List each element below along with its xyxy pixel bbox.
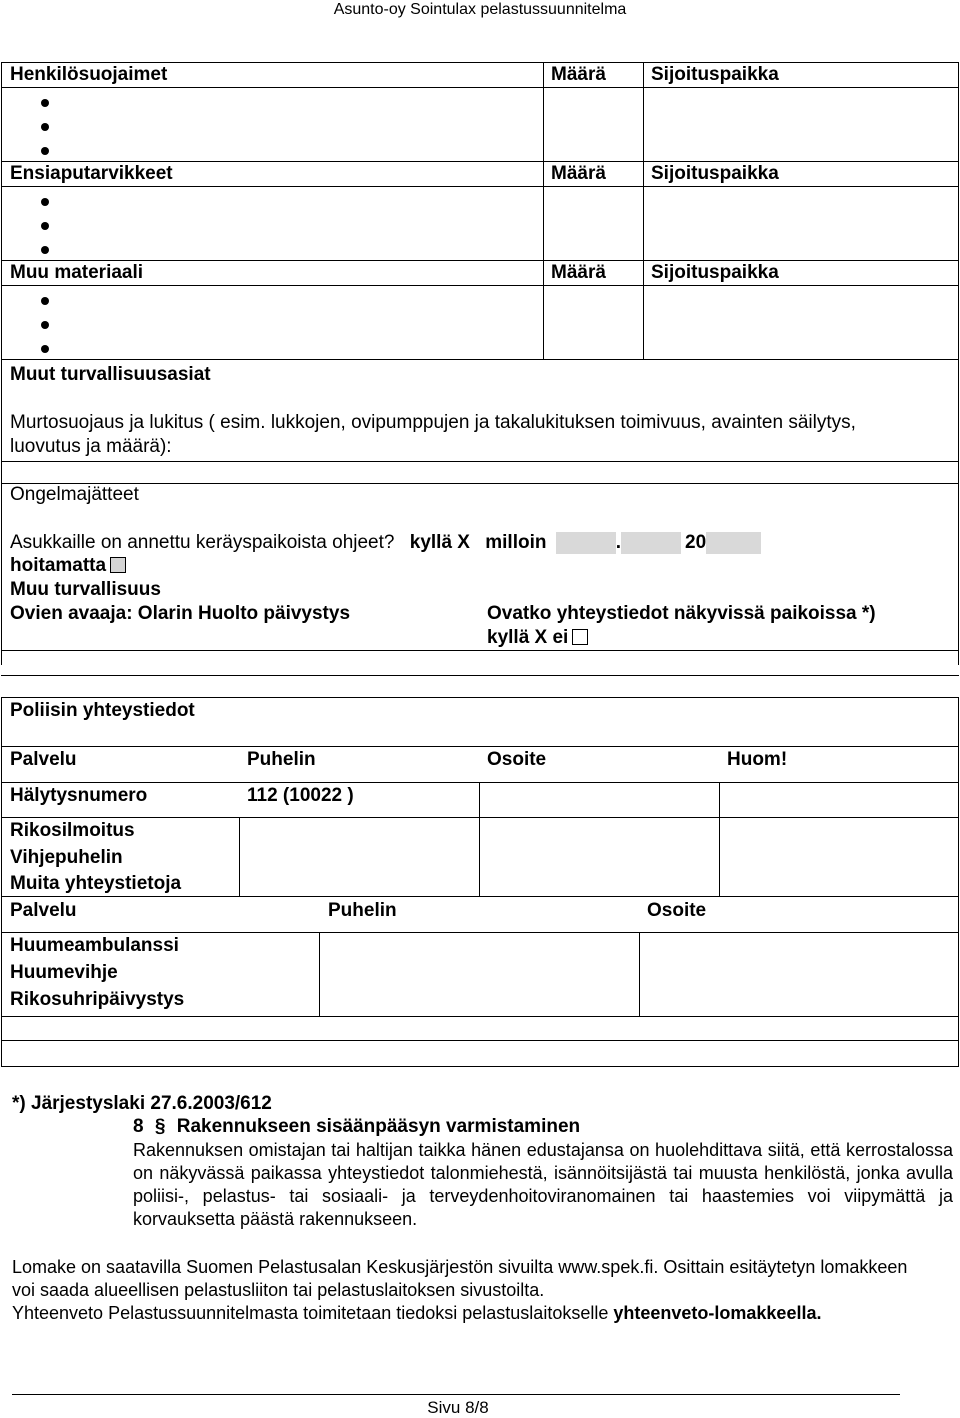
- rikosilmoitus-label: Rikosilmoitus: [10, 820, 135, 841]
- section-title-henkilosuojaimet: Henkilösuojaimet: [10, 64, 168, 85]
- halytysnumero-value: 112 (10022 ): [247, 785, 354, 806]
- hoitamatta-label: hoitamatta: [10, 555, 107, 576]
- asukkaille-question: [10, 532, 761, 554]
- milloin-label: milloin: [485, 532, 547, 553]
- kylla-x-answer: kyllä X: [409, 532, 470, 553]
- huumevihje-label: Huumevihje: [10, 962, 118, 983]
- yhteenveto-lomake-text: yhteenveto-lomakkeella.: [613, 1303, 822, 1323]
- bullet-icon: [41, 297, 49, 305]
- vihjepuhelin-label: Vihjepuhelin: [10, 847, 123, 868]
- huumeambulanssi-label: Huumeambulanssi: [10, 935, 179, 956]
- law-reference: *) Järjestyslaki 27.6.2003/612: [12, 1093, 272, 1114]
- ongelmajatteet-label: Ongelmajätteet: [10, 484, 139, 505]
- murtosuojaus-text-line1: Murtosuojaus ja lukitus ( esim. lukkojen, ovipumppujen ja takalukituksen toimivuus, avainten säilytys,: [10, 412, 856, 433]
- document-header: Asunto-oy Sointulax pelastussuunnitelma: [333, 1, 627, 18]
- bullet-icon: [41, 222, 49, 230]
- column-header-sijoituspaikka: Sijoituspaikka: [651, 163, 779, 184]
- ovatko-question: Ovatko yhteystiedot näkyvissä paikoissa *): [487, 603, 876, 624]
- asukkaille-text: Asukkaille on annettu keräyspaikoista ohjeet?: [10, 532, 395, 553]
- date-day-field[interactable]: [556, 532, 616, 554]
- ovatko-answer: [487, 627, 588, 649]
- ei-checkbox[interactable]: [572, 629, 588, 645]
- column-header-maara: Määrä: [551, 163, 606, 184]
- section-body-text: Rakennuksen omistajan tai haltijan taikka hänen edustajansa on huolehdittava siitä, että kerrostalossa on näkyvässä paikassa yhteystiedot talonmiehestä, isännöitsijästä tai muusta henkilöstä, jonka avulla poliisi-, pelastus- tai sosiaali- ja terveydenhoitoviranomainen tai haastemies voi viipymättä ja korvauksetta päästä rakennukseen.: [133, 1140, 953, 1229]
- date-dot: .: [615, 532, 622, 553]
- section-heading: [133, 1116, 580, 1138]
- column-header-maara: Määrä: [551, 64, 606, 85]
- halytysnumero-label: Hälytysnumero: [10, 785, 148, 806]
- kylla-x-ei-label: kyllä X ei: [487, 627, 569, 648]
- bullet-icon: [41, 99, 49, 107]
- muu-turvallisuus-heading: Muu turvallisuus: [10, 579, 161, 600]
- column-header-osoite-2: Osoite: [647, 900, 707, 921]
- bullet-icon: [41, 246, 49, 254]
- section-title-ensiaputarvikkeet: Ensiaputarvikkeet: [10, 163, 173, 184]
- footer-rule: [12, 1394, 900, 1395]
- bullet-icon: [41, 321, 49, 329]
- muut-turvallisuusasiat-heading: Muut turvallisuusasiat: [10, 364, 211, 385]
- bullet-icon: [41, 123, 49, 131]
- column-header-palvelu-2: Palvelu: [10, 900, 77, 921]
- hoitamatta-option: [10, 555, 126, 577]
- closing-paragraph-2: [12, 1302, 821, 1325]
- ovien-avaaja-text: Ovien avaaja: Olarin Huolto päivystys: [10, 603, 351, 624]
- section-symbol: §: [154, 1116, 166, 1137]
- closing-paragraph-1: Lomake on saatavilla Suomen Pelastusalan Keskusjärjestön sivuilta www.spek.fi. Osittain esitäytetyn lomakkeen voi saada alueellisen pelastusliiton tai pelastuslaitoksen sivustoilta.: [12, 1257, 908, 1300]
- murtosuojaus-text-line2: luovutus ja määrä):: [10, 436, 172, 457]
- column-header-osoite: Osoite: [487, 749, 547, 770]
- section-title-muu-materiaali: Muu materiaali: [10, 262, 144, 283]
- column-header-puhelin-2: Puhelin: [328, 900, 397, 921]
- column-header-palvelu: Palvelu: [10, 749, 77, 770]
- muita-yhteystietoja-label: Muita yhteystietoja: [10, 873, 182, 894]
- date-year-prefix: 20: [685, 532, 707, 553]
- poliisin-yhteystiedot-heading: Poliisin yhteystiedot: [10, 700, 195, 721]
- bullet-icon: [41, 345, 49, 353]
- rikosuhripaivystys-label: Rikosuhripäivystys: [10, 989, 185, 1010]
- column-header-sijoituspaikka: Sijoituspaikka: [651, 262, 779, 283]
- column-header-sijoituspaikka: Sijoituspaikka: [651, 64, 779, 85]
- column-header-maara: Määrä: [551, 262, 606, 283]
- hoitamatta-checkbox[interactable]: [110, 557, 126, 573]
- section-title: Rakennukseen sisäänpääsyn varmistaminen: [176, 1116, 581, 1137]
- date-month-field[interactable]: [621, 532, 681, 554]
- page-number: Sivu 8/8: [427, 1398, 489, 1417]
- bullet-icon: [41, 147, 49, 155]
- column-header-huom: Huom!: [727, 749, 788, 770]
- section-number: 8: [133, 1116, 144, 1137]
- bullet-icon: [41, 198, 49, 206]
- closing-paragraph-2-text: Yhteenveto Pelastussuunnitelmasta toimitetaan tiedoksi pelastuslaitokselle: [12, 1303, 609, 1323]
- column-header-puhelin: Puhelin: [247, 749, 316, 770]
- date-year-field[interactable]: [706, 532, 761, 554]
